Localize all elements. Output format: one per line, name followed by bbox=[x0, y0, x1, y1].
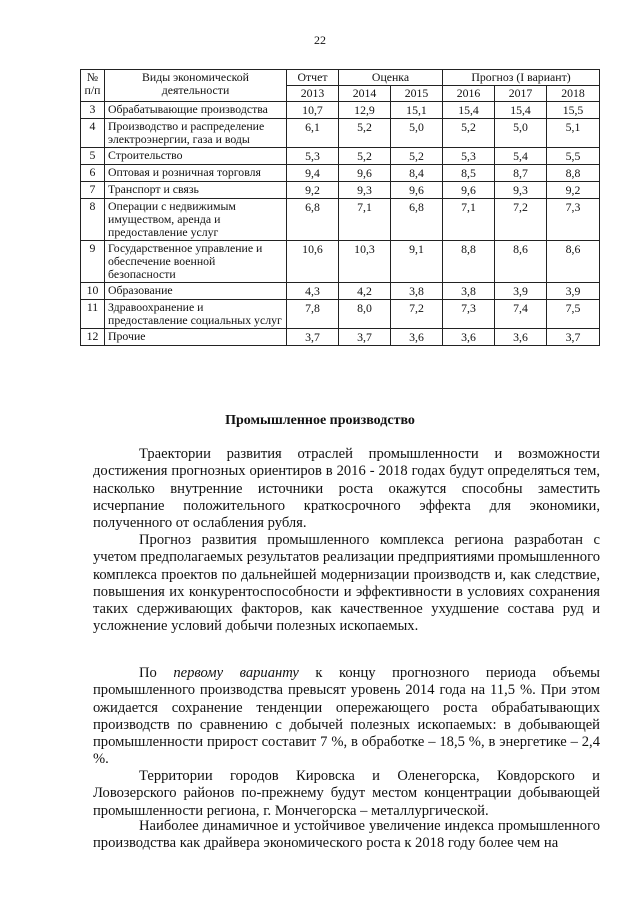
activity-name: Оптовая и розничная торговля bbox=[105, 165, 287, 182]
header-year: 2015 bbox=[391, 86, 443, 102]
paragraph-lead: По bbox=[139, 665, 174, 681]
value-cell: 9,2 bbox=[287, 182, 339, 199]
header-year: 2014 bbox=[339, 86, 391, 102]
value-cell: 7,8 bbox=[287, 300, 339, 329]
paragraph-text bbox=[93, 665, 600, 769]
row-number: 7 bbox=[81, 182, 105, 199]
value-cell: 3,7 bbox=[287, 329, 339, 346]
value-cell: 5,3 bbox=[287, 148, 339, 165]
row-number: 8 bbox=[81, 199, 105, 241]
economic-activity-table bbox=[80, 69, 600, 346]
value-cell: 9,2 bbox=[547, 182, 600, 199]
value-cell: 5,4 bbox=[495, 148, 547, 165]
row-number: 6 bbox=[81, 165, 105, 182]
value-cell: 7,3 bbox=[443, 300, 495, 329]
header-year: 2017 bbox=[495, 86, 547, 102]
table-row bbox=[81, 165, 600, 182]
header-forecast: Прогноз (I вариант) bbox=[443, 70, 600, 86]
value-cell: 7,2 bbox=[391, 300, 443, 329]
value-cell: 9,3 bbox=[495, 182, 547, 199]
value-cell: 7,1 bbox=[443, 199, 495, 241]
row-number: 10 bbox=[81, 283, 105, 300]
header-year: 2016 bbox=[443, 86, 495, 102]
value-cell: 4,3 bbox=[287, 283, 339, 300]
value-cell: 10,6 bbox=[287, 241, 339, 283]
row-number: 3 bbox=[81, 102, 105, 119]
value-cell: 9,4 bbox=[287, 165, 339, 182]
activity-name: Обрабатывающие производства bbox=[105, 102, 287, 119]
value-cell: 5,0 bbox=[391, 119, 443, 148]
value-cell: 3,9 bbox=[495, 283, 547, 300]
value-cell: 8,6 bbox=[547, 241, 600, 283]
value-cell: 3,9 bbox=[547, 283, 600, 300]
header-year: 2013 bbox=[287, 86, 339, 102]
page-number: 22 bbox=[314, 33, 326, 47]
row-number: 5 bbox=[81, 148, 105, 165]
value-cell: 5,0 bbox=[495, 119, 547, 148]
value-cell: 9,1 bbox=[391, 241, 443, 283]
paragraph-5 bbox=[93, 818, 600, 853]
value-cell: 5,2 bbox=[391, 148, 443, 165]
activity-name: Здравоохранение и предоставление социальных услуг bbox=[105, 300, 287, 329]
table-body bbox=[81, 102, 600, 346]
value-cell: 7,4 bbox=[495, 300, 547, 329]
value-cell: 6,8 bbox=[287, 199, 339, 241]
table-row bbox=[81, 102, 600, 119]
value-cell: 4,2 bbox=[339, 283, 391, 300]
value-cell: 7,2 bbox=[495, 199, 547, 241]
value-cell: 9,3 bbox=[339, 182, 391, 199]
value-cell: 15,5 bbox=[547, 102, 600, 119]
value-cell: 10,3 bbox=[339, 241, 391, 283]
header-activity: Виды экономической деятельности bbox=[105, 70, 287, 102]
paragraph-4 bbox=[93, 768, 600, 820]
paragraph-1 bbox=[93, 446, 600, 532]
paragraph-text: Прогноз развития промышленного комплекса региона разработан с учетом предполагаемых результатов реализации предприятиями промышленного комплекса проектов по дальнейшей модернизации производств и, как следствие, повышения их конкурентоспособности и эффективности в условиях сохранения таких сдерживающих факторов, как качественное ухудшение состава руд и усложнение условий добычи полезных ископаемых. bbox=[93, 532, 600, 635]
value-cell: 3,6 bbox=[443, 329, 495, 346]
value-cell: 3,6 bbox=[495, 329, 547, 346]
table-row bbox=[81, 241, 600, 283]
activity-name: Производство и распределение электроэнергии, газа и воды bbox=[105, 119, 287, 148]
activity-name: Операции с недвижимым имуществом, аренда и предоставление услуг bbox=[105, 199, 287, 241]
value-cell: 3,6 bbox=[391, 329, 443, 346]
value-cell: 8,0 bbox=[339, 300, 391, 329]
row-number: 12 bbox=[81, 329, 105, 346]
value-cell: 3,8 bbox=[391, 283, 443, 300]
value-cell: 12,9 bbox=[339, 102, 391, 119]
value-cell: 5,5 bbox=[547, 148, 600, 165]
activity-name: Строительство bbox=[105, 148, 287, 165]
paragraph-2 bbox=[93, 532, 600, 636]
value-cell: 7,3 bbox=[547, 199, 600, 241]
value-cell: 8,8 bbox=[443, 241, 495, 283]
table-row bbox=[81, 199, 600, 241]
header-estimate: Оценка bbox=[339, 70, 443, 86]
paragraph-text: Траектории развития отраслей промышленности и возможности достижения прогнозных ориентиров в 2016 - 2018 годах будут определяться тем, насколько внутренние источники роста окажутся способны заместить исчерпание положительного краткосрочного эффекта для экономики, полученного от ослабления рубля. bbox=[93, 446, 600, 532]
header-year: 2018 bbox=[547, 86, 600, 102]
value-cell: 8,6 bbox=[495, 241, 547, 283]
value-cell: 5,1 bbox=[547, 119, 600, 148]
value-cell: 8,5 bbox=[443, 165, 495, 182]
paragraph-rest: к концу прогнозного периода объемы промышленного производства превысят уровень 2014 года на 11,5 %. При этом ожидается сохранение тенденции опережающего роста обрабатывающих производств по сравнению с добычей полезных ископаемых: в добывающей промышленности прирост составит 7 %, в обработке – 18,5 %, в энергетике – 2,4 %. bbox=[93, 665, 600, 768]
table-row bbox=[81, 119, 600, 148]
paragraph-3 bbox=[93, 665, 600, 769]
header-report: Отчет bbox=[287, 70, 339, 86]
table-row bbox=[81, 329, 600, 346]
value-cell: 9,6 bbox=[443, 182, 495, 199]
value-cell: 7,5 bbox=[547, 300, 600, 329]
paragraph-text: Территории городов Кировска и Оленегорска, Ковдорского и Ловозерского районов по-прежнему будут местом концентрации добывающей промышленности региона, г. Мончегорска – металлургической. bbox=[93, 768, 600, 819]
value-cell: 15,1 bbox=[391, 102, 443, 119]
activity-name: Транспорт и связь bbox=[105, 182, 287, 199]
paragraph-text: Наиболее динамичное и устойчивое увеличение индекса промышленного производства как драйвера экономического роста к 2018 году более чем на bbox=[93, 818, 600, 852]
value-cell: 10,7 bbox=[287, 102, 339, 119]
activity-name: Прочие bbox=[105, 329, 287, 346]
value-cell: 3,8 bbox=[443, 283, 495, 300]
value-cell: 8,8 bbox=[547, 165, 600, 182]
emphasis-first-variant: первому варианту bbox=[173, 665, 299, 681]
value-cell: 3,7 bbox=[547, 329, 600, 346]
row-number: 9 bbox=[81, 241, 105, 283]
value-cell: 3,7 bbox=[339, 329, 391, 346]
value-cell: 5,2 bbox=[443, 119, 495, 148]
value-cell: 8,4 bbox=[391, 165, 443, 182]
value-cell: 5,3 bbox=[443, 148, 495, 165]
value-cell: 6,1 bbox=[287, 119, 339, 148]
value-cell: 15,4 bbox=[495, 102, 547, 119]
value-cell: 6,8 bbox=[391, 199, 443, 241]
row-number: 11 bbox=[81, 300, 105, 329]
value-cell: 7,1 bbox=[339, 199, 391, 241]
row-number: 4 bbox=[81, 119, 105, 148]
table-row bbox=[81, 283, 600, 300]
table-row bbox=[81, 182, 600, 199]
table-row bbox=[81, 148, 600, 165]
section-title: Промышленное производство bbox=[225, 413, 415, 428]
activity-name: Государственное управление и обеспечение военной безопасности bbox=[105, 241, 287, 283]
table-row bbox=[81, 300, 600, 329]
value-cell: 9,6 bbox=[339, 165, 391, 182]
value-cell: 5,2 bbox=[339, 119, 391, 148]
header-num: № п/п bbox=[81, 70, 105, 102]
value-cell: 15,4 bbox=[443, 102, 495, 119]
value-cell: 9,6 bbox=[391, 182, 443, 199]
value-cell: 8,7 bbox=[495, 165, 547, 182]
activity-name: Образование bbox=[105, 283, 287, 300]
value-cell: 5,2 bbox=[339, 148, 391, 165]
